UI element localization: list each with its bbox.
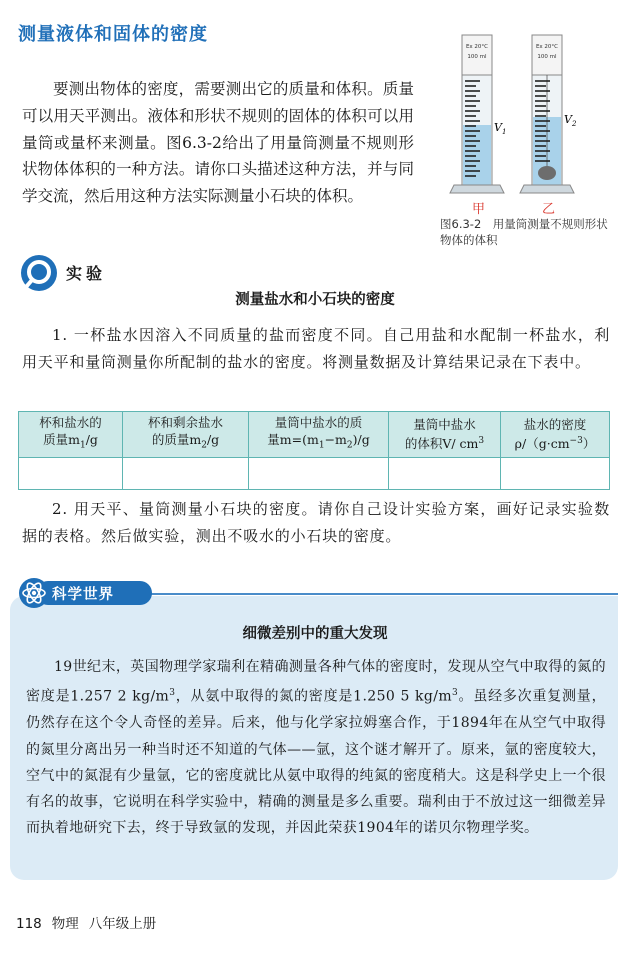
table-row [19,457,610,489]
label-yi: 乙 [542,202,556,217]
header-volume: 量筒中盐水 的体积V/ $cm^3$ [389,412,501,458]
page-footer [16,912,166,932]
experiment-paragraph-1: 1. 一杯盐水因溶入不同质量的盐而密度不同。自己用盐和水配制一杯盐水，利用天平和量筒测量你所配制的盐水的密度。将测量数据及计算结果记录在下表中。 [22,326,610,371]
v1-label: $V_1$ [494,121,507,136]
page-title: 测量液体和固体的密度 [18,24,208,45]
header-cylinder-mass: 量筒中盐水的质 量$m=(m_1-m_2)/g$ [249,412,389,458]
science-world-badge-label: 科学世界 [52,587,114,603]
cylinder-yi-label: Ex 20°C [535,44,559,50]
science-world-text: 19世纪末，英国物理学家瑞利在精确测量各种气体的密度时，发现从空气中取得的氮的密度是1.257 2 $kg/m^3$，从氨中取得的氮的密度是1.250 5 $kg/m^3$。虽经多次重复测量，仍然存在这个令人奇怪的差异。后来，他与化学家拉姆塞合作，于1894年在从空气中取得的氮里分离出另一种当时还不知道的气体——氩，这个谜才解开了。原来，氩的密度较大，空气中的氮混有少量氩，它的密度就比从氨中取得的纯氮的密度稍大。这是科学史上一个很有名的故事，它说明在科学实验中，精确的测量是多么重要。瑞利由于不放过这一细微差异而执着地研究下去，终于导致氩的发现，并因此荣获1904年的诺贝尔物理学奖。 [26,659,606,837]
cylinder-yi-capacity: 100 ml [537,54,557,60]
cylinder-jia-capacity: 100 ml [467,54,487,60]
intro-paragraph: 要测出物体的密度，需要测出它的质量和体积。质量可以用天平测出。液体和形状不规则的固体的体积可以用量筒或量杯来测量。图6.3-2给出了用量筒测量不规则形状物体体积的一种方法。请你口头描述这种方法，并与同学交流，然后用这种方法实际测量小石块的体积。 [22,80,414,206]
science-world-rule [150,593,618,595]
page-number: 118 [16,916,42,932]
cylinder-jia [450,35,507,193]
footer-subject: 物理 [51,916,79,932]
header-cup-water-mass: 杯和盐水的 质量$m_1/g$ [19,412,123,458]
table-cell[interactable] [19,457,123,489]
footer-grade: 八年级上册 [88,916,157,932]
data-table [18,411,610,490]
header-remaining-mass: 杯和剩余盐水 的质量$m_2/g$ [123,412,249,458]
table-cell[interactable] [123,457,249,489]
table-header-row [19,412,610,458]
experiment-icon [20,254,58,292]
cylinder-jia-label: Ex 20°C [465,44,489,50]
experiment-label: 实验 [66,264,107,283]
figure-caption: 图6.3-2 用量筒测量不规则形状物体的体积 [440,217,608,247]
header-density: 盐水的密度 $\rho/(g\cdot cm^{-3})$ [501,412,610,458]
table-cell[interactable] [389,457,501,489]
table-cell[interactable] [501,457,610,489]
graduated-cylinder-figure [440,18,615,248]
stone [538,166,556,180]
table-cell[interactable] [249,457,389,489]
experiment-paragraph-2: 2. 用天平、量筒测量小石块的密度。请你自己设计实验方案，画好记录实验数据的表格。然后做实验，测出不吸水的小石块的密度。 [22,500,610,545]
science-world-title: 细微差别中的重大发现 [242,626,388,642]
label-jia: 甲 [472,202,486,217]
experiment-title: 测量盐水和小石块的密度 [235,292,395,308]
v2-label: $V_2$ [564,113,577,128]
